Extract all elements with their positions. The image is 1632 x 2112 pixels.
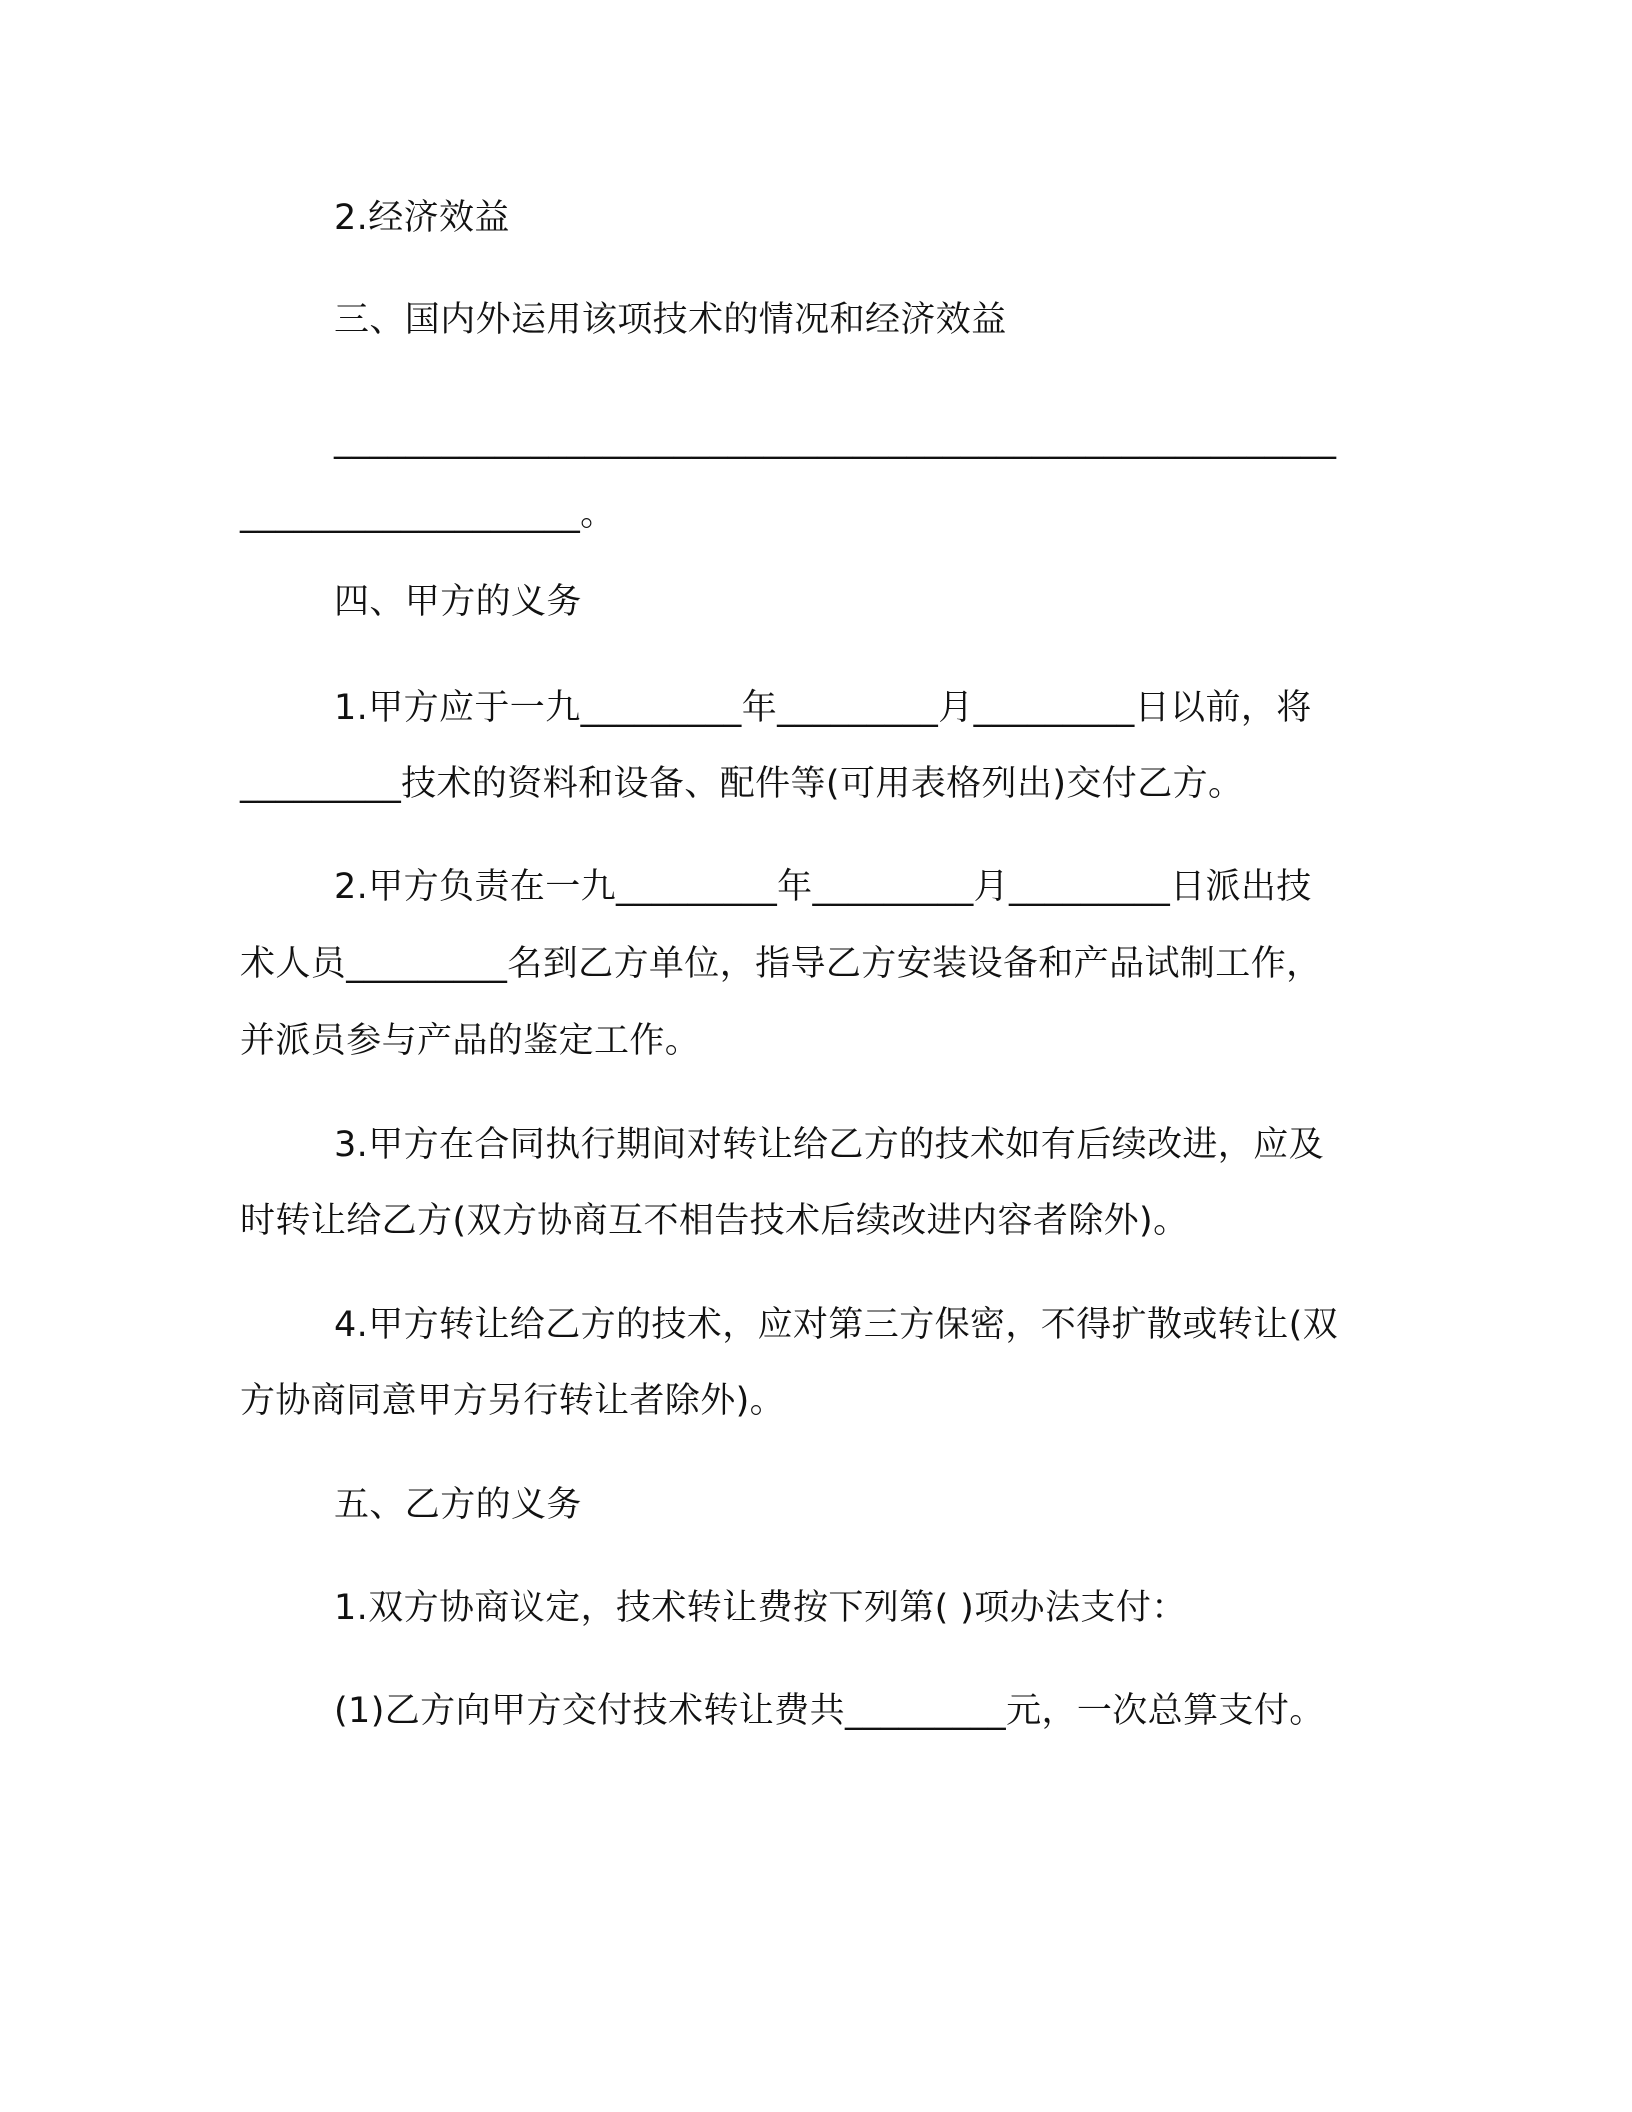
- clause-5-1: 1.双方协商议定，技术转让费按下列第( )项办法支付：: [334, 1588, 1187, 1628]
- section-four-heading: 四、甲方的义务: [334, 582, 582, 622]
- section-three-heading: 三、国内外运用该项技术的情况和经济效益: [334, 300, 1007, 340]
- heading-economic-benefit: 2.经济效益: [334, 198, 510, 238]
- clause-4-3-line-2: 时转让给乙方(双方协商互不相告技术后续改进内容者除外)。: [240, 1201, 1189, 1241]
- clause-4-1-line-2: _________技术的资料和设备、配件等(可用表格列出)交付乙方。: [240, 764, 1244, 804]
- clause-4-1-line-1: 1.甲方应于一九_________年_________月_________日以前，将: [334, 688, 1312, 728]
- clause-4-2-line-2: 术人员_________名到乙方单位，指导乙方安装设备和产品试制工作，: [240, 944, 1322, 984]
- clause-5-1-option-1: (1)乙方向甲方交付技术转让费共_________元，一次总算支付。: [334, 1691, 1325, 1731]
- clause-4-4-line-2: 方协商同意甲方另行转让者除外)。: [240, 1381, 786, 1421]
- blank-fill-line-2: ___________________。: [240, 494, 616, 534]
- section-five-heading: 五、乙方的义务: [334, 1485, 582, 1525]
- clause-4-2-line-3: 并派员参与产品的鉴定工作。: [240, 1021, 701, 1061]
- clause-4-2-line-1: 2.甲方负责在一九_________年_________月_________日派出技: [334, 867, 1312, 907]
- blank-fill-line-1: ________________________________________________________: [334, 420, 1337, 460]
- clause-4-3-line-1: 3.甲方在合同执行期间对转让给乙方的技术如有后续改进，应及: [334, 1125, 1324, 1165]
- clause-4-4-line-1: 4.甲方转让给乙方的技术，应对第三方保密，不得扩散或转让(双: [334, 1305, 1339, 1345]
